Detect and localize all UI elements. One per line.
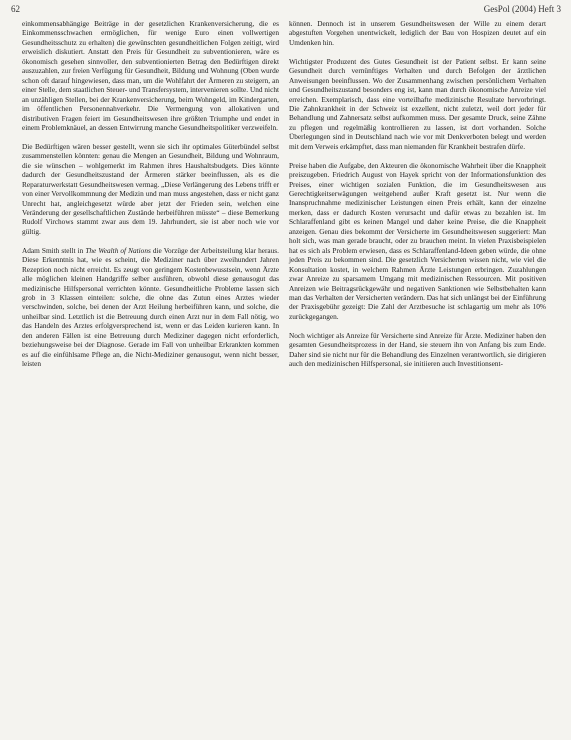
left-paragraph-3-start: Adam Smith stellt in — [22, 245, 86, 255]
right-paragraph-2: Wichtigster Produzent des Gutes Gesundheit ist der Patient selbst. Er kann seine Gesundheit durch vernünftiges Verhalten und durch Befolgen der ärztlichen Anweisungen beeinflussen. Wo der Zusammenhang zwischen persönlichem Verhalten und Gesundheitszustand besonders eng ist, kann man durch ökonomische Anreize viel erreichen. Exemplarisch, dass eine vorteilhafte medizinische Resultate hervorbringt. Die Zahnkrankheit in der Schweiz ist exzellent, nicht zuletzt, weil dort jeder für Behandlung und Zahnersatz selbst aufkommen muss. Der gesamte Druck, seine Zähne zu pflegen und regelmäßig kontrollieren zu lassen, ist dort vorhanden. Solche Überlegungen sind in Deutschland nach wie vor mit Denkverboten belegt und werden mit dem Verweis erkämpftet, dass man niemanden für Krankheit bestrafen dürfe. — [289, 56, 546, 151]
left-paragraph-3-rest: die Vorzüge der Arbeitsteilung klar heraus. Diese Erkenntnis hat, wie es scheint, die Mediziner nach über zweihundert Jahren Rezeption noch nicht erreicht. Es zeugt von geringem Kostenbewusstsein, wenn Ärzte alle möglichen kleinen Handgriffe selber ausführen, obwohl diese genausogut das medizinische Hilfspersonal verrichten könnte. Gesundheitliche Probleme lassen sich grob in 3 Klassen einteilen: solche, die ohne das Zutun eines Arztes wieder verschwinden, solche, bei denen der Arzt Heilung herbeiführen kann, und solche, die unheilbar sind. Letztlich ist die Betreuung durch einen Arzt nur in dem Fall nötig, wo das Handeln des Arztes erfolgversprechend ist, wenn er das Leiden kurieren kann. In den anderen Fällen ist eine Betreuung durch Mediziner dagegen nicht erforderlich, beziehungsweise bei der Diagnose. Gerade im Fall von unheilbar Erkrankten kommen es auf die einfühlsame Pflege an, die Nicht-Mediziner genausogut, wenn nicht besser, leisten — [22, 245, 279, 369]
left-paragraph-2: Die Bedürftigen wären besser gestellt, wenn sie sich ihr optimales Güterbündel selbst zusammenstellen könnten: genau die Mengen an Gesundheit, Bildung und Wohnraum, die sie wünschen – wohlgemerkt im Rahmen ihres Haushaltsbudgets. Dies könnte dadurch der Gesundheitszustand der Ärmeren stärker beeinflussen, als es die Reparaturwerkstatt Gesundheitswesen vermag. „Diese Verlängerung des Lebens trifft er von einer Vervollkommnung der Medizin und man muss angestehen, dass er nicht ganz Unrecht hat, angleichgesetzt würde aber jetzt der Frieden sein, welchen eine Veränderung der gesellschaftlichen Zustände herbeiführen müsste“ – diese Bemerkung Rudolf Virchows stammt zwar aus dem 19. Jahrhundert, sie ist aber noch wie vor gültig. — [22, 141, 279, 236]
right-paragraph-4: Noch wichtiger als Anreize für Versicherte sind Anreize für Ärzte. Mediziner haben den gesamten Gesundheitsprozess in der Hand, sie steuern ihn von Anfang bis zum Ende. Daher sind sie nicht nur für die Behandlung des Einzelnen verantwortlich, sie dirigieren auch den medizinischen Hilfspersonal, sie initiieren auch Investitionsent- — [289, 330, 546, 369]
page-number: 62 — [11, 4, 20, 14]
journal-header: GesPol (2004) Heft 3 — [483, 4, 561, 14]
right-paragraph-3: Preise haben die Aufgabe, den Akteuren die ökonomische Wahrheit über die Knappheit preiszugeben. Friedrich August von Hayek spricht von der Informationsfunktion des Preises, einer wichtigen sozialen Funktion, die im Gesundheitswesen aus Gerechtigkeitserwägungen weitgehend außer Kraft gesetzt ist. Nur wenn die Inanspruchnahme medizinischer Leistungen einen Preis erhält, kann der einzelne merken, dass er dadurch Kosten verursacht und dafür etwas zu bezahlen ist. Im Schlaraffenland gibt es keinen Mangel und daher keine Preise, die die Knappheit anzeigen. Genau dies bekommt der Versicherte im Gesundheitswesen suggeriert: Man holt sich, was man gerade braucht, oder zu brauchen meint. In vielen Praxisbeispielen hat es sich als Problem erwiesen, dass es Schlaraffenland-Ideen geben würde, die ohne jeden Preis zu bekommen sind. Die gesetzlich Versicherten wissen nicht, wie viel die Konsultation kostet, in welchem Rahmen Ärzte Leistungen erbringen. Zuzahlungen zwar Anreize zu sparsamem Umgang mit medizinischen Ressourcen. Mit positiven Anreizen wie Beitragsrückgewähr und negativen Sanktionen wie Selbstbehalten kann man das Verhalten der Versicherten verändern. Das hat sich unlängst bei der Einführung der Praxisgebühr gezeigt: Die Zahl der Arztbesuche ist schlagartig um mehr als 10% zurückgegangen. — [289, 160, 546, 321]
left-paragraph-3 — [22, 246, 279, 369]
book-title: The Wealth of Nations — [85, 245, 151, 255]
right-column — [289, 19, 546, 369]
left-paragraph-1: einkommensabhängige Beiträge in der gesetzlichen Krankenversicherung, die es Einkommensschwachen ermöglichen, für wenige Euro einen vollwertigen Gesundheitsschutz zu erhalten) die gewünschten gesundheitlichen Folgen zeitigt, wird erweislich diskutiert. Anstatt den Preis für Gesundheit zu subventionieren, wäre es ökonomisch gesehen sinnvoller, den subventionierten Betrag den Bedürftigen direkt auszuzahlen, zur freien Verfügung für Gesundheit, Bildung und Wohnung (Oben wurde schon oft darauf hingewiesen, dass man, um die Wohlfahrt der Ärmeren zu steigern, an einer Stelle, dem staatlichen Steuer- und Transfersystem, intervenieren sollte. Und nicht an unzähligen Stellen, bei der Krankenversicherung, beim Wohngeld, im Kindergarten, im öffentlichen Personennahverkehr. Die Vermengung von allokativen und distributiven Fragen feiert im Gesundheitswesen ihre größten Triumphe und endet in einem Problemknäuel, an dessen Entwirrung manche Gesundheitspolitiker verzweifeln. — [22, 19, 279, 132]
left-column — [22, 19, 279, 369]
right-paragraph-1: können. Dennoch ist in unserem Gesundheitswesen der Wille zu einem derart abgestuften Vorgehen unentwickelt, lediglich der Bau von Hospizen deutet auf ein Umdenken hin. — [289, 19, 546, 47]
